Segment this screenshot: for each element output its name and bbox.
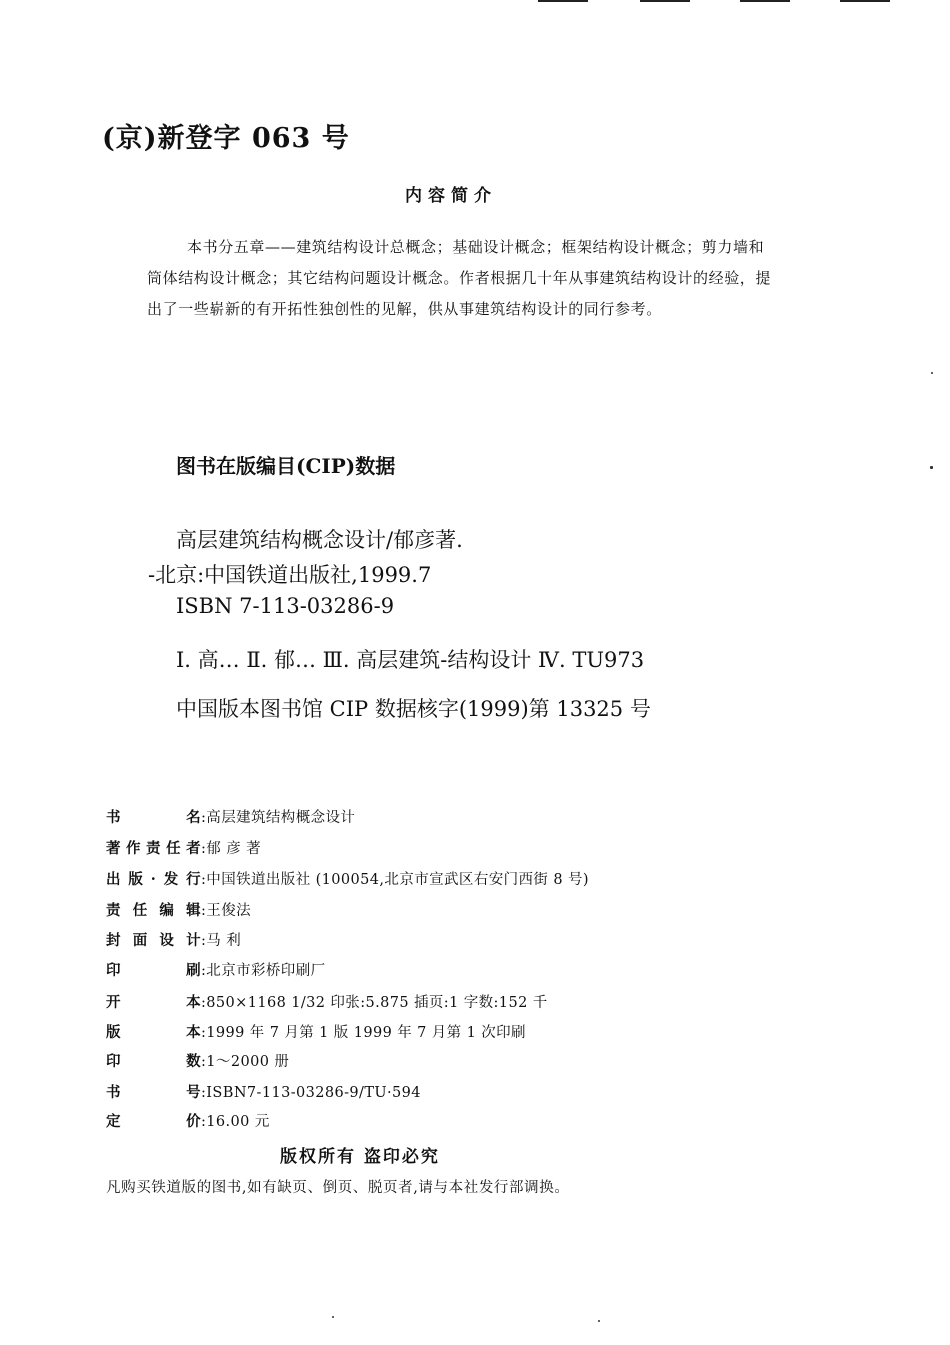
scan-speck <box>931 372 933 374</box>
meta-label: 开本 <box>106 994 201 1011</box>
meta-label: 责任编辑 <box>106 902 201 919</box>
meta-row-edition: 版本:1999 年 7 月第 1 版 1999 年 7 月第 1 次印刷 <box>106 1021 526 1042</box>
cip-title: 图书在版编目(CIP)数据 <box>176 454 396 478</box>
meta-row-cover-design: 封面设计:马 利 <box>106 929 241 950</box>
meta-row-price: 定价:16.00 元 <box>106 1110 270 1131</box>
scan-mark <box>538 0 588 2</box>
meta-label: 印刷 <box>106 962 201 979</box>
copyright-notice: 版权所有 盗印必究 <box>280 1147 440 1167</box>
meta-label: 书号 <box>106 1084 201 1101</box>
meta-label: 出版·发行 <box>106 871 201 888</box>
meta-value: ISBN7-113-03286-9/TU·594 <box>206 1085 421 1101</box>
meta-row-book-title: 书名:高层建筑结构概念设计 <box>106 806 355 827</box>
cip-line-classification: Ⅰ. 高… Ⅱ. 郁… Ⅲ. 高层建筑-结构设计 Ⅳ. TU973 <box>176 648 645 672</box>
meta-row-publisher: 出版·发行:中国铁道出版社 (100054,北京市宣武区右安门西街 8 号) <box>106 868 589 889</box>
cip-line-record: 中国版本图书馆 CIP 数据核字(1999)第 13325 号 <box>176 697 651 721</box>
meta-label: 版本 <box>106 1024 201 1041</box>
scan-speck <box>930 466 933 469</box>
meta-value: 1～2000 册 <box>206 1054 290 1070</box>
meta-value: 郁 彦 著 <box>206 841 262 857</box>
meta-value: 王俊法 <box>206 903 251 919</box>
scan-speck <box>332 1316 334 1318</box>
scan-speck <box>598 1320 600 1322</box>
meta-row-print-run: 印数:1～2000 册 <box>106 1050 289 1071</box>
cip-line-isbn: ISBN 7-113-03286-9 <box>176 594 395 618</box>
meta-row-author: 著作责任者:郁 彦 著 <box>106 837 261 858</box>
meta-value: 1999 年 7 月第 1 版 1999 年 7 月第 1 次印刷 <box>206 1025 526 1041</box>
meta-row-editor: 责任编辑:王俊法 <box>106 899 251 920</box>
meta-label: 封面设计 <box>106 932 201 949</box>
meta-label: 印数 <box>106 1053 201 1070</box>
meta-value: 850×1168 1/32 印张:5.875 插页:1 字数:152 千 <box>206 995 548 1011</box>
meta-value: 马 利 <box>206 933 242 949</box>
meta-value: 中国铁道出版社 (100054,北京市宣武区右安门西街 8 号) <box>206 872 589 888</box>
scan-mark <box>840 0 890 2</box>
meta-value: 高层建筑结构概念设计 <box>206 810 356 826</box>
meta-value: 16.00 元 <box>206 1114 270 1130</box>
footer-notice: 凡购买铁道版的图书,如有缺页、倒页、脱页者,请与本社发行部调换。 <box>106 1180 570 1196</box>
cip-line-publisher: -北京:中国铁道出版社,1999.7 <box>148 563 432 587</box>
meta-row-format: 开本:850×1168 1/32 印张:5.875 插页:1 字数:152 千 <box>106 991 548 1012</box>
registration-number: (京)新登字 063 号 <box>102 123 350 154</box>
meta-label: 书名 <box>106 809 201 826</box>
meta-label: 定价 <box>106 1113 201 1130</box>
meta-value: 北京市彩桥印刷厂 <box>206 963 326 979</box>
cip-line-title: 高层建筑结构概念设计/郁彦著. <box>176 528 463 552</box>
meta-row-isbn: 书号:ISBN7-113-03286-9/TU·594 <box>106 1081 421 1102</box>
meta-label: 著作责任者 <box>106 840 201 857</box>
scan-mark <box>640 0 690 2</box>
intro-text: 本书分五章——建筑结构设计总概念；基础设计概念；框架结构设计概念；剪力墙和筒体结构设计概念；其它结构问题设计概念。作者根据几十年从事建筑结构设计的经验，提出了一些崭新的有开拓性独创性的见解，供从事建筑结构设计的同行参考。 <box>147 238 772 318</box>
intro-title: 内容简介 <box>405 186 497 206</box>
scan-mark <box>740 0 790 2</box>
meta-row-printer: 印刷:北京市彩桥印刷厂 <box>106 959 326 980</box>
